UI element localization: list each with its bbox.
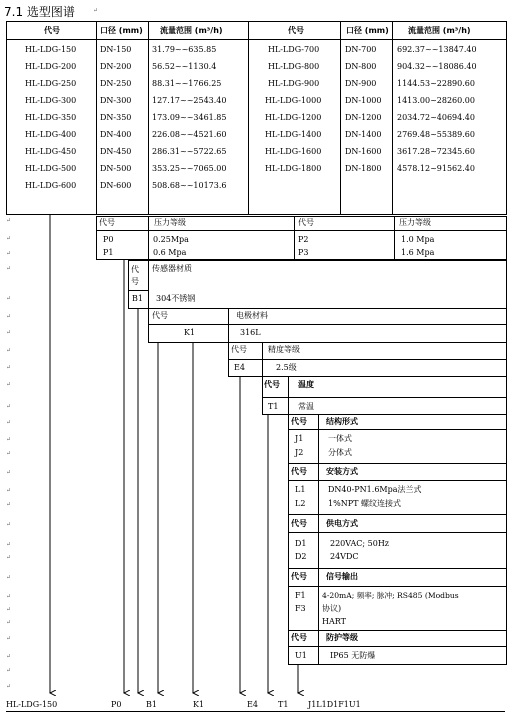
right-row-range: 2034.72~40694.40 [397, 113, 475, 122]
footer-model-code: HL-LDG-150 [6, 700, 58, 709]
installation-code: L2 [295, 499, 306, 508]
paragraph-mark: ↵ [6, 313, 12, 320]
structure-code: J2 [295, 448, 304, 457]
installation-value: 1%NPT 螺纹连接式 [328, 499, 401, 508]
left-row-range: 127.17~~2543.40 [152, 96, 227, 105]
header-dn-left: 口径 (mm) [100, 26, 143, 35]
right-row-range: 692.37~~13847.40 [397, 45, 477, 54]
temperature-code: T1 [268, 402, 279, 411]
right-row-code: HL-LDG-1200 [265, 113, 322, 122]
left-row-dn: DN-500 [100, 164, 132, 173]
protection-code: U1 [295, 651, 307, 660]
structure-code: J1 [295, 434, 304, 443]
paragraph-mark: ↵ [6, 554, 12, 561]
right-row-code: HL-LDG-1800 [265, 164, 322, 173]
power-value: 24VDC [330, 552, 359, 561]
left-row-code: HL-LDG-200 [25, 62, 77, 71]
accuracy-title: 精度等级 [268, 345, 300, 354]
sensor-code-label: 代号 [131, 265, 139, 286]
paragraph-mark: ↵ [6, 450, 12, 457]
footer-rest-codes: J1L1D1F1U1 [308, 700, 361, 709]
header-range-left: 流量范围 (m³/h) [160, 26, 223, 35]
right-row-dn: DN-1400 [345, 130, 382, 139]
left-row-range: 31.79~~635.85 [152, 45, 217, 54]
right-row-code: HL-LDG-1400 [265, 130, 322, 139]
electrode-code: K1 [184, 328, 196, 337]
signal-title: 信号输出 [326, 572, 358, 581]
temperature-title: 温度 [298, 380, 314, 389]
protection-value: IP65 无防爆 [330, 651, 376, 660]
left-row-range: 286.31~~5722.65 [152, 147, 227, 156]
paragraph-mark: ↵ [6, 250, 12, 257]
left-row-dn: DN-200 [100, 62, 132, 71]
paragraph-mark: ↵ [6, 265, 12, 272]
right-row-range: 3617.28~72345.60 [397, 147, 475, 156]
paragraph-mark: ↵ [6, 235, 12, 242]
right-row-range: 1144.53~22890.60 [397, 79, 475, 88]
paragraph-mark: ↵ [6, 683, 12, 690]
left-row-dn: DN-150 [100, 45, 132, 54]
structure-code-label: 代号 [291, 417, 307, 426]
sensor-material-title: 传感器材质 [152, 264, 192, 273]
connector-arrows [50, 214, 298, 693]
footer-sensor-code: B1 [146, 700, 157, 709]
power-code: D1 [295, 539, 307, 548]
paragraph-mark: ↵ [6, 653, 12, 660]
paragraph-mark: ↵ [6, 436, 12, 443]
right-row-code: HL-LDG-800 [268, 62, 320, 71]
paragraph-mark: ↵ [6, 381, 12, 388]
structure-value: 一体式 [328, 434, 352, 443]
sensor-value: 304不锈钢 [156, 294, 196, 303]
protection-title: 防护等级 [326, 633, 358, 642]
left-row-range: 226.08~~4521.60 [152, 130, 227, 139]
right-row-dn: DN-800 [345, 62, 377, 71]
right-row-range: 2769.48~55389.60 [397, 130, 475, 139]
accuracy-value: 2.5级 [276, 363, 297, 372]
left-row-range: 508.68~~10173.6 [152, 181, 227, 190]
left-row-code: HL-LDG-400 [25, 130, 77, 139]
header-dn-right: 口径 (mm) [346, 26, 389, 35]
left-row-code: HL-LDG-250 [25, 79, 77, 88]
accuracy-code: E4 [234, 363, 245, 372]
right-row-range: 1413.00~28260.00 [397, 96, 475, 105]
right-row-dn: DN-1000 [345, 96, 382, 105]
paragraph-mark: ↵ [6, 217, 12, 224]
pressure-code-label-2: 代号 [298, 218, 314, 227]
footer-electrode-code: K1 [193, 700, 205, 709]
pressure-code: P1 [103, 248, 114, 257]
electrode-code-label: 代号 [152, 311, 168, 320]
pressure-code: P0 [103, 235, 114, 244]
electrode-material-title: 电极材料 [236, 311, 268, 320]
structure-title: 结构形式 [326, 417, 358, 426]
signal-code: F3 [295, 604, 306, 613]
left-row-dn: DN-300 [100, 96, 132, 105]
paragraph-mark: ↵ [6, 574, 12, 581]
paragraph-mark: ↵ [6, 635, 12, 642]
right-row-code: HL-LDG-1600 [265, 147, 322, 156]
installation-code: L1 [295, 485, 306, 494]
left-row-code: HL-LDG-450 [25, 147, 77, 156]
right-row-dn: DN-1800 [345, 164, 382, 173]
left-row-code: HL-LDG-600 [25, 181, 77, 190]
page-title: 7.1 选型图谱 [4, 5, 75, 19]
installation-title: 安装方式 [326, 467, 358, 476]
paragraph-mark: ↵ [6, 419, 12, 426]
right-row-dn: DN-1600 [345, 147, 382, 156]
left-row-dn: DN-250 [100, 79, 132, 88]
signal-value-line: 协议) [322, 604, 342, 613]
installation-code-label: 代号 [291, 467, 307, 476]
structure-value: 分体式 [328, 448, 352, 457]
header-code-right: 代号 [288, 26, 304, 35]
right-row-dn: DN-700 [345, 45, 377, 54]
signal-code-label: 代号 [291, 572, 307, 581]
right-row-code: HL-LDG-900 [268, 79, 320, 88]
power-code-label: 代号 [291, 519, 307, 528]
signal-code: F1 [295, 591, 306, 600]
left-row-range: 353.25~~7065.00 [152, 164, 227, 173]
pressure-value: 0.6 Mpa [153, 248, 187, 257]
signal-value-line: HART [322, 617, 346, 626]
paragraph-mark: ↵ [6, 619, 12, 626]
left-row-dn: DN-600 [100, 181, 132, 190]
paragraph-mark: ↵ [6, 541, 12, 548]
paragraph-mark: ↵ [6, 347, 12, 354]
left-row-code: HL-LDG-300 [25, 96, 77, 105]
paragraph-mark: ↵ [93, 7, 99, 14]
temperature-code-label: 代号 [264, 380, 280, 389]
header-code-left: 代号 [44, 26, 60, 35]
pressure-code-label: 代号 [99, 218, 115, 227]
temperature-value: 常温 [298, 402, 314, 411]
left-row-dn: DN-400 [100, 130, 132, 139]
pressure-value: 0.25Mpa [153, 235, 189, 244]
pressure-value: 1.0 Mpa [401, 235, 435, 244]
pressure-code: P2 [298, 235, 309, 244]
protection-code-label: 代号 [291, 633, 307, 642]
left-row-code: HL-LDG-350 [25, 113, 77, 122]
right-row-dn: DN-1200 [345, 113, 382, 122]
paragraph-mark: ↵ [6, 329, 12, 336]
left-row-code: HL-LDG-500 [25, 164, 77, 173]
paragraph-mark: ↵ [6, 403, 12, 410]
left-row-range: 173.09~~3461.85 [152, 113, 227, 122]
right-row-code: HL-LDG-1000 [265, 96, 322, 105]
paragraph-mark: ↵ [6, 593, 12, 600]
footer-accuracy-code: E4 [247, 700, 258, 709]
pressure-code: P3 [298, 248, 309, 257]
signal-value-line: 4-20mA; 频率; 脉冲; RS485 (Modbus [322, 591, 459, 600]
paragraph-mark: ↵ [6, 295, 12, 302]
left-row-dn: DN-450 [100, 147, 132, 156]
paragraph-mark: ↵ [6, 606, 12, 613]
power-value: 220VAC; 50Hz [330, 539, 390, 548]
right-row-dn: DN-900 [345, 79, 377, 88]
left-row-dn: DN-350 [100, 113, 132, 122]
footer-temperature-code: T1 [278, 700, 289, 709]
paragraph-mark: ↵ [6, 469, 12, 476]
paragraph-mark: ↵ [6, 501, 12, 508]
left-row-code: HL-LDG-150 [25, 45, 77, 54]
installation-value: DN40-PN1.6Mpa法兰式 [328, 485, 422, 494]
right-row-range: 904.32~~18086.40 [397, 62, 477, 71]
sensor-code: B1 [132, 294, 143, 303]
pressure-title-2: 压力等级 [399, 218, 431, 227]
paragraph-mark: ↵ [6, 667, 12, 674]
accuracy-code-label: 代号 [231, 345, 247, 354]
header-range-right: 流量范围 (m³/h) [408, 26, 471, 35]
left-row-range: 88.31~~1766.25 [152, 79, 222, 88]
paragraph-mark: ↵ [6, 364, 12, 371]
paragraph-mark: ↵ [6, 487, 12, 494]
right-row-code: HL-LDG-700 [268, 45, 320, 54]
paragraph-mark: ↵ [6, 521, 12, 528]
pressure-value: 1.6 Mpa [401, 248, 435, 257]
power-title: 供电方式 [326, 519, 358, 528]
left-row-range: 56.52~~1130.4 [152, 62, 217, 71]
footer-pressure-code: P0 [111, 700, 122, 709]
electrode-value: 316L [240, 328, 261, 337]
pressure-title: 压力等级 [154, 218, 186, 227]
power-code: D2 [295, 552, 307, 561]
right-row-range: 4578.12~91562.40 [397, 164, 475, 173]
